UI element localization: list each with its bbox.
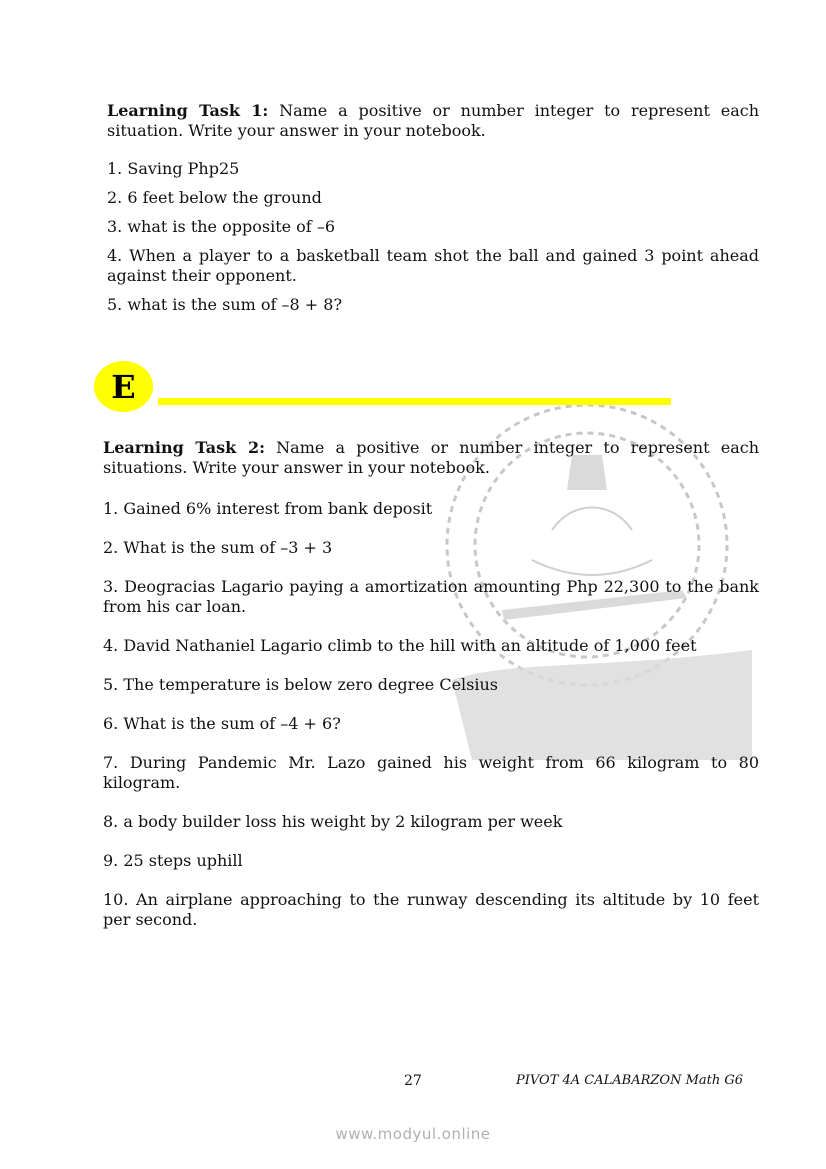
task2-item: 5. The temperature is below zero degree Celsius: [103, 675, 499, 694]
task1-heading: Learning Task 1:: [107, 101, 269, 120]
task2-item: 10. An airplane approaching to the runway descending its altitude by 10 feet per second.: [103, 890, 759, 929]
task2-instruction-text: Name a positive or number integer to represent each situations. Write your answer in your notebook.: [103, 438, 759, 477]
task2-item: 7. During Pandemic Mr. Lazo gained his weight from 66 kilogram to 80 kilogram.: [103, 753, 759, 792]
task1-item: 3. what is the opposite of –6: [107, 217, 335, 236]
task1-item: 5. what is the sum of –8 + 8?: [107, 295, 343, 314]
footer-title: PIVOT 4A CALABARZON Math G6: [516, 1073, 744, 1088]
task1-items: [107, 159, 759, 315]
section-e-marker: [94, 361, 153, 412]
task2-item: 3. Deogracias Lagario paying a amortization amounting Php 22,300 to the bank from his car loan.: [103, 577, 759, 616]
section-e-letter: E: [111, 367, 136, 406]
website-watermark: www.modyul.online: [335, 1125, 491, 1143]
task2-instruction: [103, 438, 759, 478]
task1-item: 4. When a player to a basketball team shot the ball and gained 3 point ahead against their opponent.: [107, 246, 759, 285]
learning-task-2: [103, 438, 759, 949]
task2-item: 2. What is the sum of –3 + 3: [103, 538, 333, 557]
task2-item: 4. David Nathaniel Lagario climb to the hill with an altitude of 1,000 feet: [103, 636, 697, 655]
task2-heading: Learning Task 2:: [103, 438, 265, 457]
task1-item: 2. 6 feet below the ground: [107, 188, 322, 207]
section-e-divider: [158, 398, 671, 405]
task2-item: 9. 25 steps uphill: [103, 851, 243, 870]
task2-item: 8. a body builder loss his weight by 2 kilogram per week: [103, 812, 563, 831]
task2-item: 1. Gained 6% interest from bank deposit: [103, 499, 433, 518]
task1-instruction-text: Name a positive or number integer to represent each situation. Write your answer in your notebook.: [107, 101, 760, 140]
task1-instruction: [107, 101, 759, 141]
task2-item: 6. What is the sum of –4 + 6?: [103, 714, 341, 733]
task2-items: [103, 499, 759, 930]
task1-item: 1. Saving Php25: [107, 159, 240, 178]
page-number: 27: [404, 1073, 422, 1089]
learning-task-1: [107, 101, 759, 324]
